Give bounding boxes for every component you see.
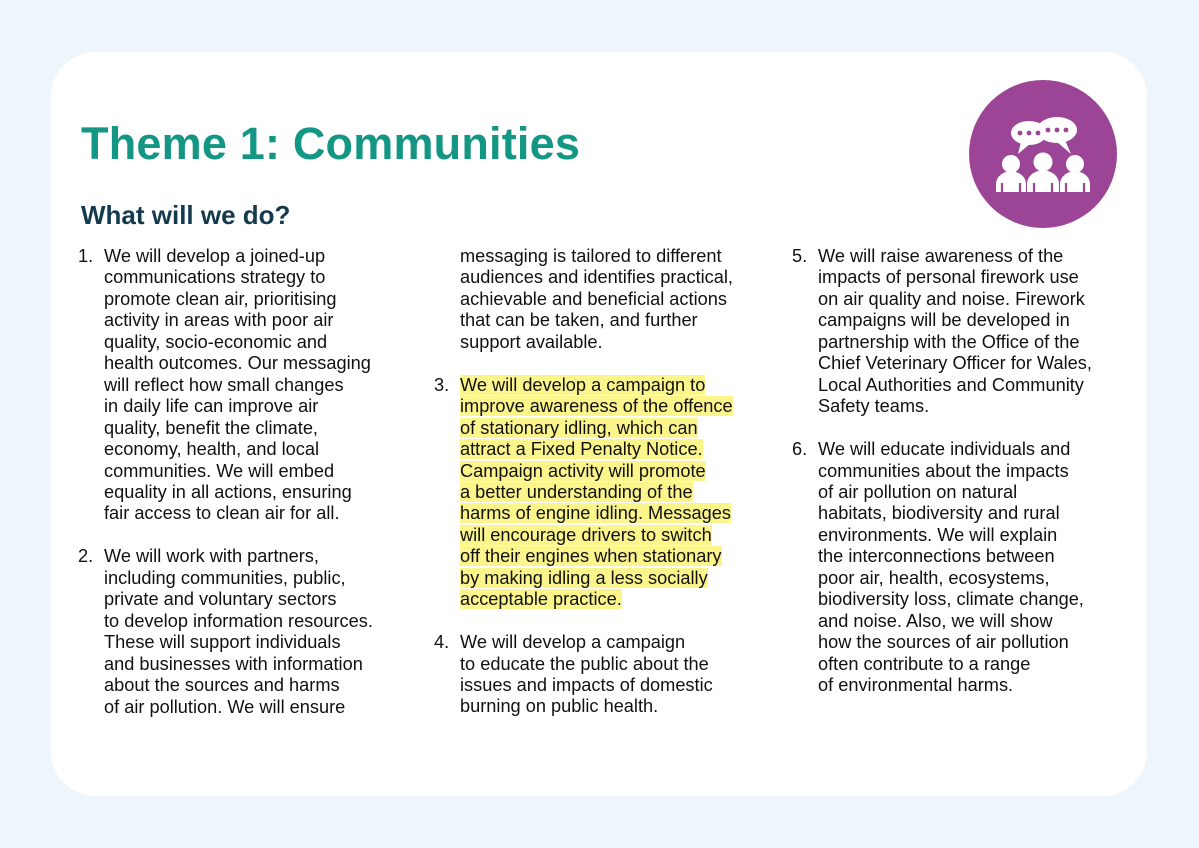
text-line: quality, socio-economic and <box>104 331 328 352</box>
text-line: These will support individuals <box>104 632 341 653</box>
text-line: of air pollution on natural <box>818 481 1018 502</box>
item-text <box>818 246 1132 418</box>
item-number: 3. <box>434 374 450 395</box>
text-line: quality, benefit the climate, <box>104 417 318 438</box>
list-item-4 <box>434 632 774 718</box>
text-line: often contribute to a range <box>818 653 1031 674</box>
text-line: Campaign activity will promote <box>460 460 706 481</box>
column-3 <box>792 246 1132 697</box>
text-line: harms of engine idling. Messages <box>460 503 731 524</box>
text-line: activity in areas with poor air <box>104 310 334 331</box>
text-line: communications strategy to <box>104 267 326 288</box>
text-line: We will develop a campaign <box>460 632 686 653</box>
item-text <box>460 632 774 718</box>
text-line: economy, health, and local <box>104 439 320 460</box>
item-number: 6. <box>792 439 808 460</box>
text-line: and businesses with information <box>104 653 363 674</box>
text-line: off their engines when stationary <box>460 546 722 567</box>
item-number: 2. <box>78 546 94 567</box>
list-item-2 <box>78 546 408 718</box>
list-item-1 <box>78 246 408 525</box>
text-line: impacts of personal firework use <box>818 267 1079 288</box>
community-discussion-icon <box>969 80 1117 228</box>
item-number: 5. <box>792 246 808 266</box>
text-line: attract a Fixed Penalty Notice. <box>460 439 703 460</box>
text-line: including communities, public, <box>104 567 346 588</box>
text-line: We will work with partners, <box>104 546 319 567</box>
text-line: communities about the impacts <box>818 460 1069 481</box>
text-line: about the sources and harms <box>104 675 340 696</box>
text-line: private and voluntary sectors <box>104 589 337 610</box>
text-line: communities. We will embed <box>104 460 335 481</box>
list-item-5 <box>792 246 1132 418</box>
text-line: of stationary idling, which can <box>460 417 698 438</box>
text-line: support available. <box>460 331 603 352</box>
text-line: in daily life can improve air <box>104 396 319 417</box>
text-line: issues and impacts of domestic <box>460 675 713 696</box>
item-text <box>104 246 408 525</box>
section-subtitle: What will we do? <box>81 200 291 230</box>
text-line: Local Authorities and Community <box>818 374 1084 395</box>
text-line: achievable and beneficial actions <box>460 288 727 309</box>
text-line: promote clean air, prioritising <box>104 288 337 309</box>
text-line: will reflect how small changes <box>104 374 344 395</box>
item-text <box>818 439 1132 696</box>
column-1 <box>78 246 408 718</box>
text-line: on air quality and noise. Firework <box>818 288 1085 309</box>
text-line: and noise. Also, we will show <box>818 610 1053 631</box>
list-item-6 <box>792 439 1132 696</box>
text-line: to educate the public about the <box>460 653 709 674</box>
text-line: of environmental harms. <box>818 675 1014 696</box>
text-line: fair access to clean air for all. <box>104 503 340 524</box>
text-line: will encourage drivers to switch <box>460 524 712 545</box>
list-item-3 <box>434 375 774 611</box>
text-line: a better understanding of the <box>460 481 693 502</box>
list-item-2-continued <box>434 246 774 353</box>
text-line: partnership with the Office of the <box>818 331 1080 352</box>
text-line: how the sources of air pollution <box>818 632 1069 653</box>
text-line: We will develop a joined-up <box>104 246 326 266</box>
text-line: audiences and identifies practical, <box>460 267 733 288</box>
item-text <box>460 246 774 353</box>
column-2 <box>434 246 774 718</box>
text-line: Safety teams. <box>818 396 930 417</box>
text-line: Chief Veterinary Officer for Wales, <box>818 353 1092 374</box>
text-line: poor air, health, ecosystems, <box>818 567 1050 588</box>
text-line: We will develop a campaign to <box>460 374 706 395</box>
text-line: the interconnections between <box>818 546 1055 567</box>
text-line: messaging is tailored to different <box>460 246 722 266</box>
text-line: that can be taken, and further <box>460 310 698 331</box>
highlighted-item-text <box>460 375 774 611</box>
text-line: acceptable practice. <box>460 589 622 610</box>
text-line: habitats, biodiversity and rural <box>818 503 1060 524</box>
item-number: 1. <box>78 246 94 266</box>
text-line: by making idling a less socially <box>460 567 708 588</box>
text-line: equality in all actions, ensuring <box>104 481 352 502</box>
page-title: Theme 1: Communities <box>81 118 581 169</box>
text-line: We will raise awareness of the <box>818 246 1064 266</box>
text-line: of air pollution. We will ensure <box>104 696 346 717</box>
item-text <box>104 546 408 718</box>
text-line: health outcomes. Our messaging <box>104 353 371 374</box>
text-line: improve awareness of the offence <box>460 396 733 417</box>
text-line: to develop information resources. <box>104 610 373 631</box>
text-line: campaigns will be developed in <box>818 310 1070 331</box>
text-line: We will educate individuals and <box>818 439 1071 460</box>
content-card <box>51 52 1147 796</box>
text-line: burning on public health. <box>460 696 659 717</box>
text-line: environments. We will explain <box>818 524 1058 545</box>
text-line: biodiversity loss, climate change, <box>818 589 1084 610</box>
item-number: 4. <box>434 632 450 653</box>
